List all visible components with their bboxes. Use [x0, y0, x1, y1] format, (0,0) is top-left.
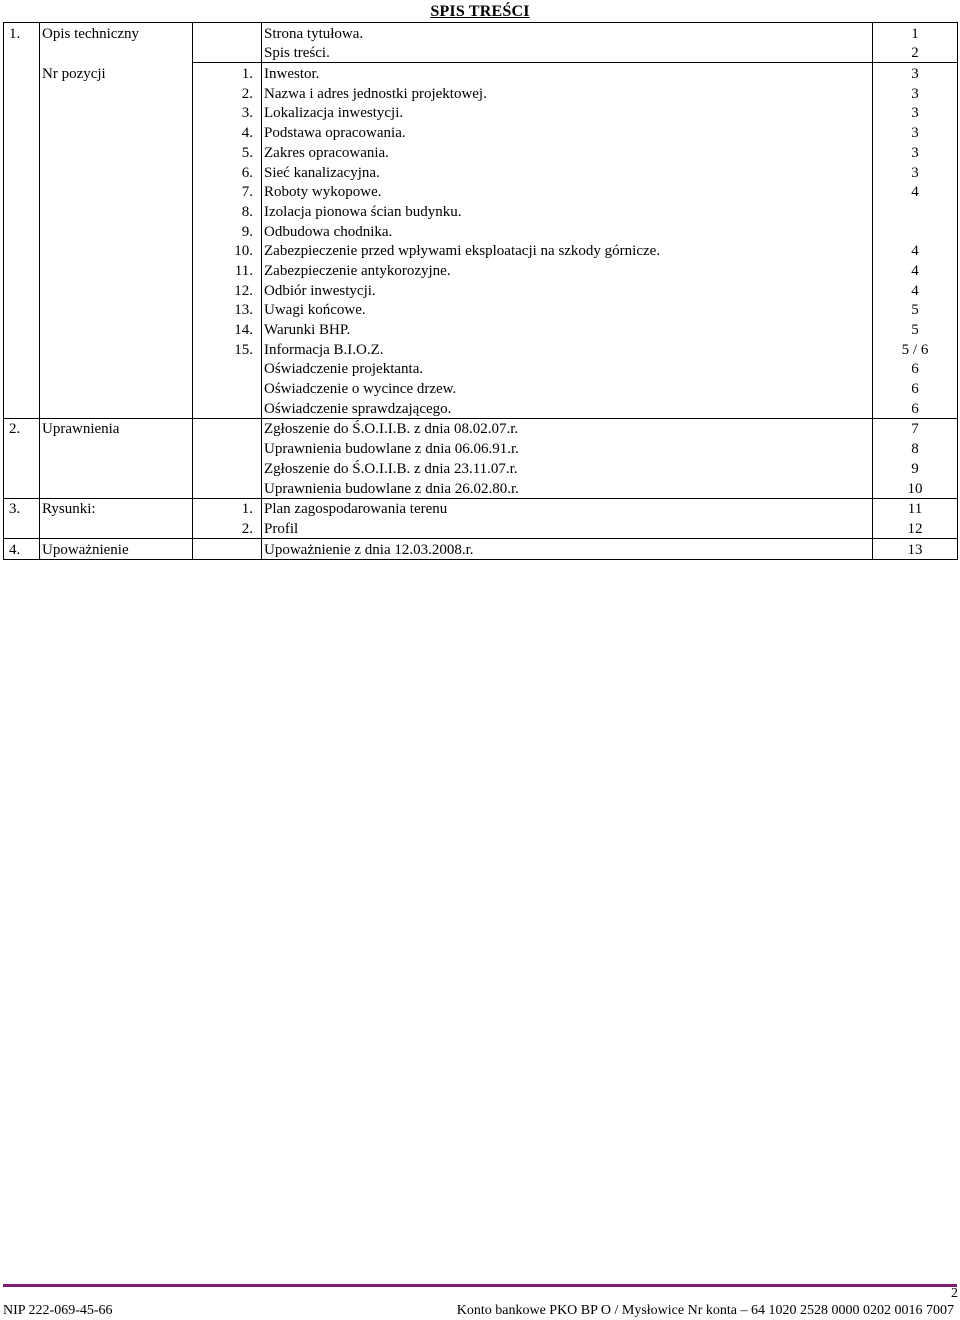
toc-item-title: Zabezpieczenie przed wpływami eksploatacji na szkody górnicze.	[262, 241, 873, 261]
toc-section-number	[4, 458, 40, 478]
toc-item-number: 2.	[193, 518, 262, 538]
toc-section-label: Nr pozycji	[40, 63, 193, 83]
toc-row	[4, 478, 958, 498]
toc-row	[4, 280, 958, 300]
toc-row	[4, 182, 958, 202]
toc-item-number: 1.	[193, 63, 262, 83]
toc-page-number: 3	[873, 162, 958, 182]
toc-item-number	[193, 378, 262, 398]
toc-page-number: 6	[873, 398, 958, 418]
toc-row	[4, 359, 958, 379]
toc-section-number	[4, 83, 40, 103]
toc-item-title: Informacja B.I.O.Z.	[262, 339, 873, 359]
toc-item-title: Zgłoszenie do Ś.O.I.I.B. z dnia 08.02.07.r.	[262, 418, 873, 438]
toc-section-label	[40, 339, 193, 359]
toc-page-number: 3	[873, 103, 958, 123]
toc-item-number: 5.	[193, 142, 262, 162]
toc-page-number: 1	[873, 23, 958, 43]
toc-item-title: Uwagi końcowe.	[262, 300, 873, 320]
toc-section-label	[40, 378, 193, 398]
toc-page-number: 3	[873, 83, 958, 103]
toc-section-number	[4, 182, 40, 202]
toc-section-number	[4, 378, 40, 398]
toc-item-number	[193, 398, 262, 418]
toc-section-number	[4, 319, 40, 339]
toc-item-title: Spis treści.	[262, 43, 873, 63]
toc-section-number	[4, 63, 40, 83]
toc-page-number	[873, 221, 958, 241]
toc-section-number	[4, 221, 40, 241]
toc-row	[4, 538, 958, 559]
toc-item-title: Upoważnienie z dnia 12.03.2008.r.	[262, 538, 873, 559]
toc-item-title: Podstawa opracowania.	[262, 122, 873, 142]
toc-page-number: 7	[873, 418, 958, 438]
toc-item-title: Uprawnienia budowlane z dnia 26.02.80.r.	[262, 478, 873, 498]
toc-item-title: Inwestor.	[262, 63, 873, 83]
toc-section-number: 3.	[4, 498, 40, 518]
toc-row	[4, 300, 958, 320]
toc-item-number: 14.	[193, 319, 262, 339]
toc-item-number: 1.	[193, 498, 262, 518]
toc-section-label	[40, 300, 193, 320]
toc-item-title: Zgłoszenie do Ś.O.I.I.B. z dnia 23.11.07.r.	[262, 458, 873, 478]
toc-item-number	[193, 458, 262, 478]
toc-item-title: Oświadczenie projektanta.	[262, 359, 873, 379]
toc-section-number	[4, 260, 40, 280]
toc-section-number	[4, 162, 40, 182]
toc-section-label	[40, 518, 193, 538]
toc-section-number	[4, 339, 40, 359]
toc-item-number: 7.	[193, 182, 262, 202]
toc-page-number: 3	[873, 63, 958, 83]
toc-section-label	[40, 162, 193, 182]
toc-page-number: 6	[873, 359, 958, 379]
toc-body	[4, 23, 958, 560]
toc-section-label: Upoważnienie	[40, 538, 193, 559]
toc-row	[4, 260, 958, 280]
toc-item-number	[193, 538, 262, 559]
toc-section-label	[40, 241, 193, 261]
toc-item-title: Nazwa i adres jednostki projektowej.	[262, 83, 873, 103]
toc-page-number: 3	[873, 142, 958, 162]
toc-row	[4, 418, 958, 438]
toc-item-title: Roboty wykopowe.	[262, 182, 873, 202]
footer-rule	[3, 1284, 957, 1287]
toc-section-number: 1.	[4, 23, 40, 43]
toc-row	[4, 458, 958, 478]
toc-section-number: 2.	[4, 418, 40, 438]
toc-page-number: 3	[873, 122, 958, 142]
toc-item-title: Profil	[262, 518, 873, 538]
toc-item-number: 9.	[193, 221, 262, 241]
toc-item-number: 6.	[193, 162, 262, 182]
toc-page-number: 5 / 6	[873, 339, 958, 359]
toc-section-number: 4.	[4, 538, 40, 559]
toc-item-title: Odbudowa chodnika.	[262, 221, 873, 241]
toc-page-number: 4	[873, 182, 958, 202]
toc-item-number: 2.	[193, 83, 262, 103]
toc-row	[4, 339, 958, 359]
toc-section-label	[40, 398, 193, 418]
footer-nip: NIP 222-069-45-66	[3, 1303, 113, 1318]
toc-row	[4, 221, 958, 241]
document-title: SPIS TREŚCI	[430, 3, 530, 20]
toc-section-number	[4, 103, 40, 123]
toc-item-number: 11.	[193, 260, 262, 280]
toc-page-number: 8	[873, 438, 958, 458]
toc-section-number	[4, 438, 40, 458]
toc-item-number	[193, 418, 262, 438]
toc-row	[4, 319, 958, 339]
toc-item-number: 13.	[193, 300, 262, 320]
toc-page-number: 4	[873, 241, 958, 261]
toc-page-number: 11	[873, 498, 958, 518]
toc-section-number	[4, 300, 40, 320]
toc-section-number	[4, 518, 40, 538]
toc-page-number: 4	[873, 280, 958, 300]
toc-section-label	[40, 221, 193, 241]
toc-row	[4, 63, 958, 83]
toc-section-label	[40, 478, 193, 498]
toc-section-number	[4, 142, 40, 162]
toc-row	[4, 498, 958, 518]
toc-page-number: 4	[873, 260, 958, 280]
toc-page-number: 5	[873, 300, 958, 320]
toc-row	[4, 518, 958, 538]
toc-item-title: Izolacja pionowa ścian budynku.	[262, 201, 873, 221]
toc-section-label: Uprawnienia	[40, 418, 193, 438]
toc-item-title: Sieć kanalizacyjna.	[262, 162, 873, 182]
toc-item-number	[193, 478, 262, 498]
toc-page-number: 2	[873, 43, 958, 63]
toc-section-label	[40, 359, 193, 379]
toc-item-title: Oświadczenie sprawdzającego.	[262, 398, 873, 418]
toc-page-number: 12	[873, 518, 958, 538]
toc-page-number: 5	[873, 319, 958, 339]
toc-section-label: Opis techniczny	[40, 23, 193, 43]
toc-section-number	[4, 43, 40, 63]
toc-row	[4, 201, 958, 221]
toc-item-title: Zabezpieczenie antykorozyjne.	[262, 260, 873, 280]
toc-item-number	[193, 438, 262, 458]
toc-row	[4, 43, 958, 63]
toc-section-number	[4, 398, 40, 418]
toc-row	[4, 23, 958, 43]
toc-row	[4, 241, 958, 261]
toc-section-label	[40, 438, 193, 458]
toc-section-label	[40, 103, 193, 123]
toc-item-number	[193, 359, 262, 379]
toc-section-label	[40, 43, 193, 63]
toc-page-number	[873, 201, 958, 221]
toc-item-title: Strona tytułowa.	[262, 23, 873, 43]
toc-section-label	[40, 201, 193, 221]
toc-row	[4, 398, 958, 418]
toc-section-label	[40, 280, 193, 300]
toc-section-label	[40, 142, 193, 162]
toc-section-label	[40, 122, 193, 142]
toc-row	[4, 103, 958, 123]
footer-bank-account: Konto bankowe PKO BP O / Mysłowice Nr konta – 64 1020 2528 0000 0202 0016 7007	[456, 1303, 954, 1318]
toc-section-label	[40, 319, 193, 339]
toc-section-number	[4, 280, 40, 300]
toc-section-label	[40, 83, 193, 103]
toc-section-number	[4, 359, 40, 379]
toc-item-title: Oświadczenie o wycince drzew.	[262, 378, 873, 398]
toc-item-number	[193, 43, 262, 63]
toc-section-number	[4, 122, 40, 142]
toc-section-number	[4, 201, 40, 221]
toc-page-number: 13	[873, 538, 958, 559]
footer-page-number: 2	[951, 1286, 958, 1301]
toc-item-title: Plan zagospodarowania terenu	[262, 498, 873, 518]
toc-row	[4, 162, 958, 182]
toc-item-number: 10.	[193, 241, 262, 261]
toc-section-label: Rysunki:	[40, 498, 193, 518]
toc-page-number: 9	[873, 458, 958, 478]
toc-item-number: 4.	[193, 122, 262, 142]
toc-page-number: 6	[873, 378, 958, 398]
toc-item-number: 8.	[193, 201, 262, 221]
toc-item-title: Warunki BHP.	[262, 319, 873, 339]
toc-row	[4, 142, 958, 162]
toc-item-title: Zakres opracowania.	[262, 142, 873, 162]
toc-section-label	[40, 260, 193, 280]
toc-section-label	[40, 182, 193, 202]
toc-item-number: 12.	[193, 280, 262, 300]
toc-page-number: 10	[873, 478, 958, 498]
toc-item-number	[193, 23, 262, 43]
table-of-contents	[3, 22, 958, 560]
toc-item-number: 15.	[193, 339, 262, 359]
toc-row	[4, 438, 958, 458]
toc-row	[4, 378, 958, 398]
toc-item-title: Lokalizacja inwestycji.	[262, 103, 873, 123]
toc-row	[4, 83, 958, 103]
toc-item-number: 3.	[193, 103, 262, 123]
toc-section-number	[4, 478, 40, 498]
toc-item-title: Uprawnienia budowlane z dnia 06.06.91.r.	[262, 438, 873, 458]
toc-item-title: Odbiór inwestycji.	[262, 280, 873, 300]
toc-section-label	[40, 458, 193, 478]
toc-row	[4, 122, 958, 142]
toc-section-number	[4, 241, 40, 261]
